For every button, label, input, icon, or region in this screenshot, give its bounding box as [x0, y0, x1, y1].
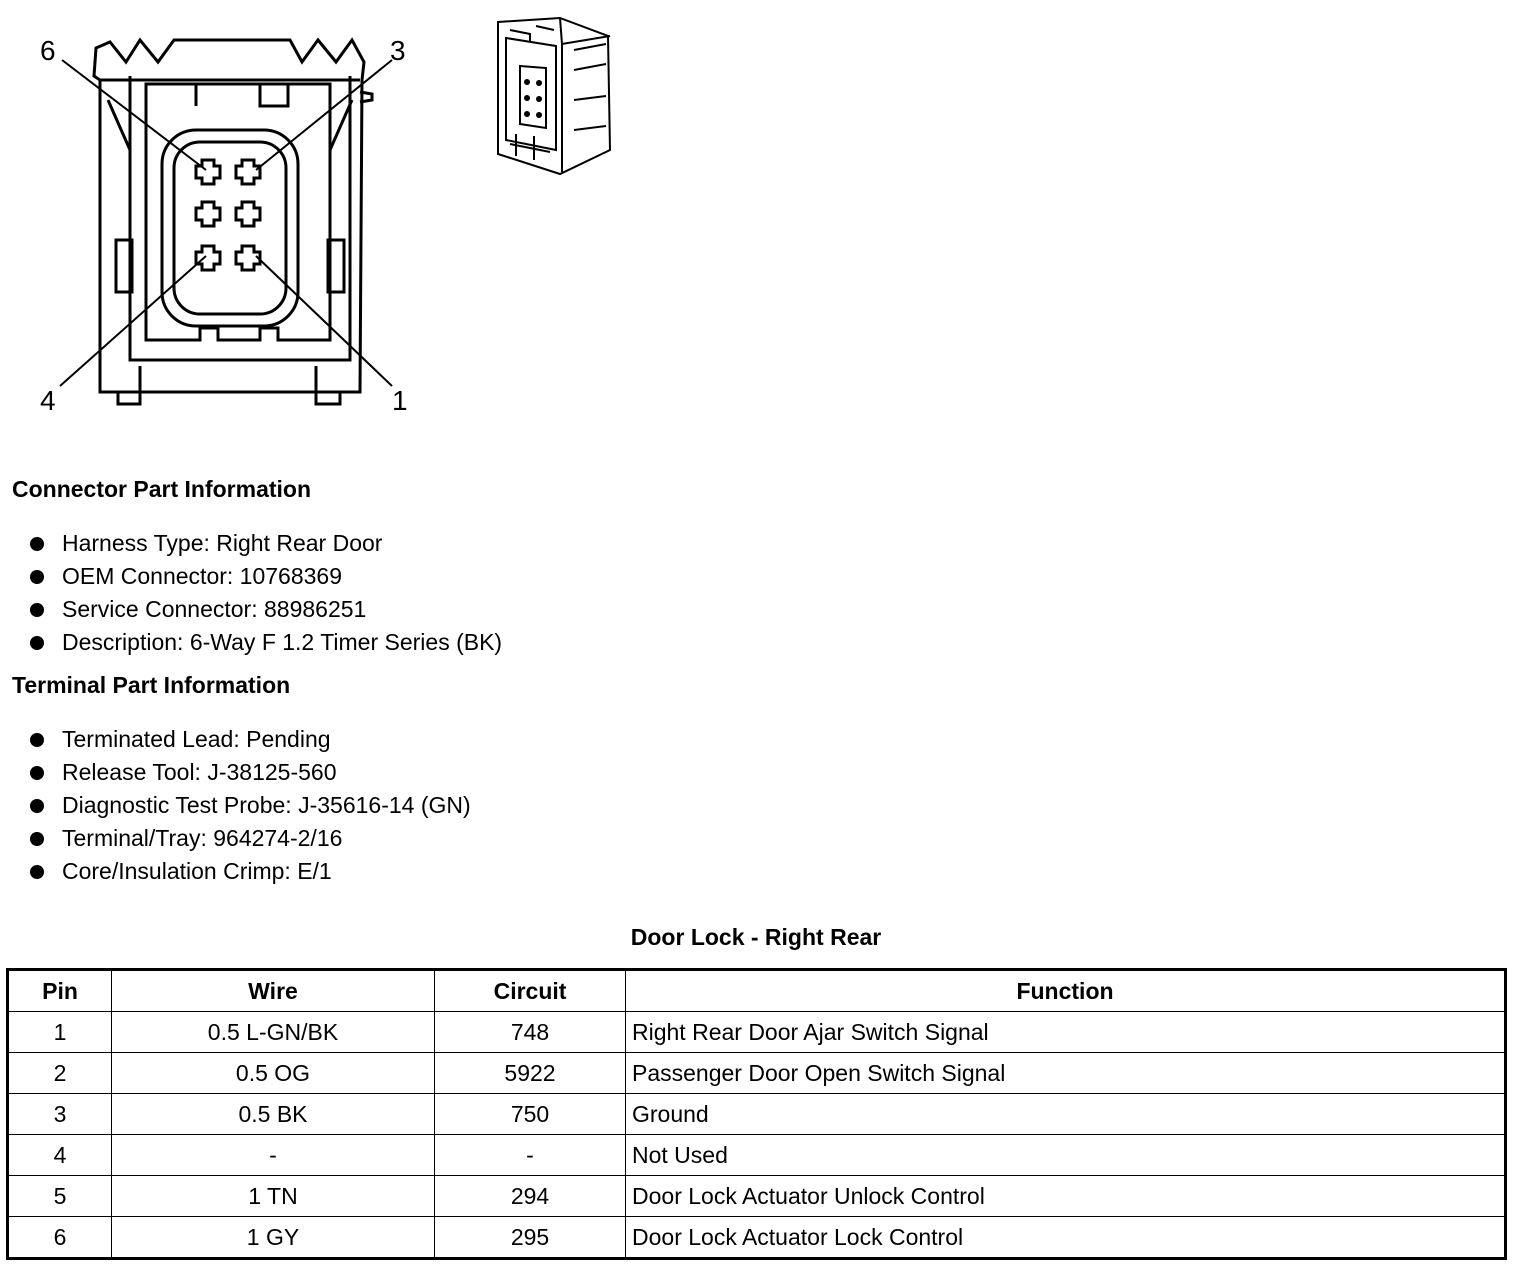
table-row: [8, 1217, 1506, 1259]
cell-pin: 1: [8, 1012, 112, 1053]
connector-isometric-illustration: [490, 10, 620, 180]
cell-function: Door Lock Actuator Unlock Control: [626, 1176, 1506, 1217]
cell-function: Ground: [626, 1094, 1506, 1135]
cell-wire: 1 TN: [112, 1176, 435, 1217]
cavity-2: [236, 202, 260, 226]
cell-pin: 2: [8, 1053, 112, 1094]
list-item: OEM Connector: 10768369: [28, 560, 502, 593]
bullet-icon: [30, 537, 44, 551]
terminal-cavities: [196, 160, 260, 270]
table-header-row: [8, 970, 1506, 1012]
list-item: Release Tool: J-38125-560: [28, 756, 471, 789]
cell-circuit: -: [435, 1135, 626, 1176]
list-item: Diagnostic Test Probe: J-35616-14 (GN): [28, 789, 471, 822]
connector-face-diagram: [0, 0, 460, 430]
bullet-icon: [30, 799, 44, 813]
table-row: [8, 1012, 1506, 1053]
table-row: [8, 1053, 1506, 1094]
cell-wire: 1 GY: [112, 1217, 435, 1259]
cell-circuit: 295: [435, 1217, 626, 1259]
table-row: [8, 1135, 1506, 1176]
cell-function: Not Used: [626, 1135, 1506, 1176]
pin-table: [6, 968, 1507, 1260]
list-item: Terminated Lead: Pending: [28, 723, 471, 756]
bullet-icon: [30, 766, 44, 780]
cell-function: Door Lock Actuator Lock Control: [626, 1217, 1506, 1259]
cavity-1: [236, 246, 260, 270]
pin-label-1: 1: [392, 385, 408, 416]
cell-circuit: 294: [435, 1176, 626, 1217]
cell-pin: 3: [8, 1094, 112, 1135]
bullet-icon: [30, 865, 44, 879]
cavity-6: [196, 160, 220, 184]
cavity-3: [236, 160, 260, 184]
header-function: Function: [626, 970, 1506, 1012]
cavity-5: [196, 202, 220, 226]
pin-label-6: 6: [40, 35, 56, 66]
terminal-part-info-list: [28, 723, 471, 888]
bullet-icon: [30, 603, 44, 617]
header-wire: Wire: [112, 970, 435, 1012]
list-item: Terminal/Tray: 964274-2/16: [28, 822, 471, 855]
list-item: Description: 6-Way F 1.2 Timer Series (BK): [28, 626, 502, 659]
header-pin: Pin: [8, 970, 112, 1012]
cavity-4: [196, 246, 220, 270]
cell-circuit: 5922: [435, 1053, 626, 1094]
pin-label-3: 3: [390, 35, 406, 66]
header-circuit: Circuit: [435, 970, 626, 1012]
bullet-icon: [30, 832, 44, 846]
pin-label-4: 4: [40, 385, 56, 416]
cell-pin: 5: [8, 1176, 112, 1217]
cell-pin: 4: [8, 1135, 112, 1176]
cell-function: Right Rear Door Ajar Switch Signal: [626, 1012, 1506, 1053]
cell-wire: 0.5 OG: [112, 1053, 435, 1094]
connector-part-info-heading: Connector Part Information: [12, 476, 312, 502]
cell-pin: 6: [8, 1217, 112, 1259]
bullet-icon: [30, 733, 44, 747]
bullet-icon: [30, 636, 44, 650]
bullet-icon: [30, 570, 44, 584]
list-item: Harness Type: Right Rear Door: [28, 527, 502, 560]
list-item: Service Connector: 88986251: [28, 593, 502, 626]
terminal-part-info-heading: Terminal Part Information: [12, 672, 291, 698]
cell-function: Passenger Door Open Switch Signal: [626, 1053, 1506, 1094]
cell-wire: 0.5 L-GN/BK: [112, 1012, 435, 1053]
cell-circuit: 750: [435, 1094, 626, 1135]
cell-circuit: 748: [435, 1012, 626, 1053]
connector-part-info-list: [28, 527, 502, 659]
list-item: Core/Insulation Crimp: E/1: [28, 855, 471, 888]
table-row: [8, 1094, 1506, 1135]
cell-wire: 0.5 BK: [112, 1094, 435, 1135]
cell-wire: -: [112, 1135, 435, 1176]
pin-table-title: Door Lock - Right Rear: [630, 924, 882, 950]
table-row: [8, 1176, 1506, 1217]
